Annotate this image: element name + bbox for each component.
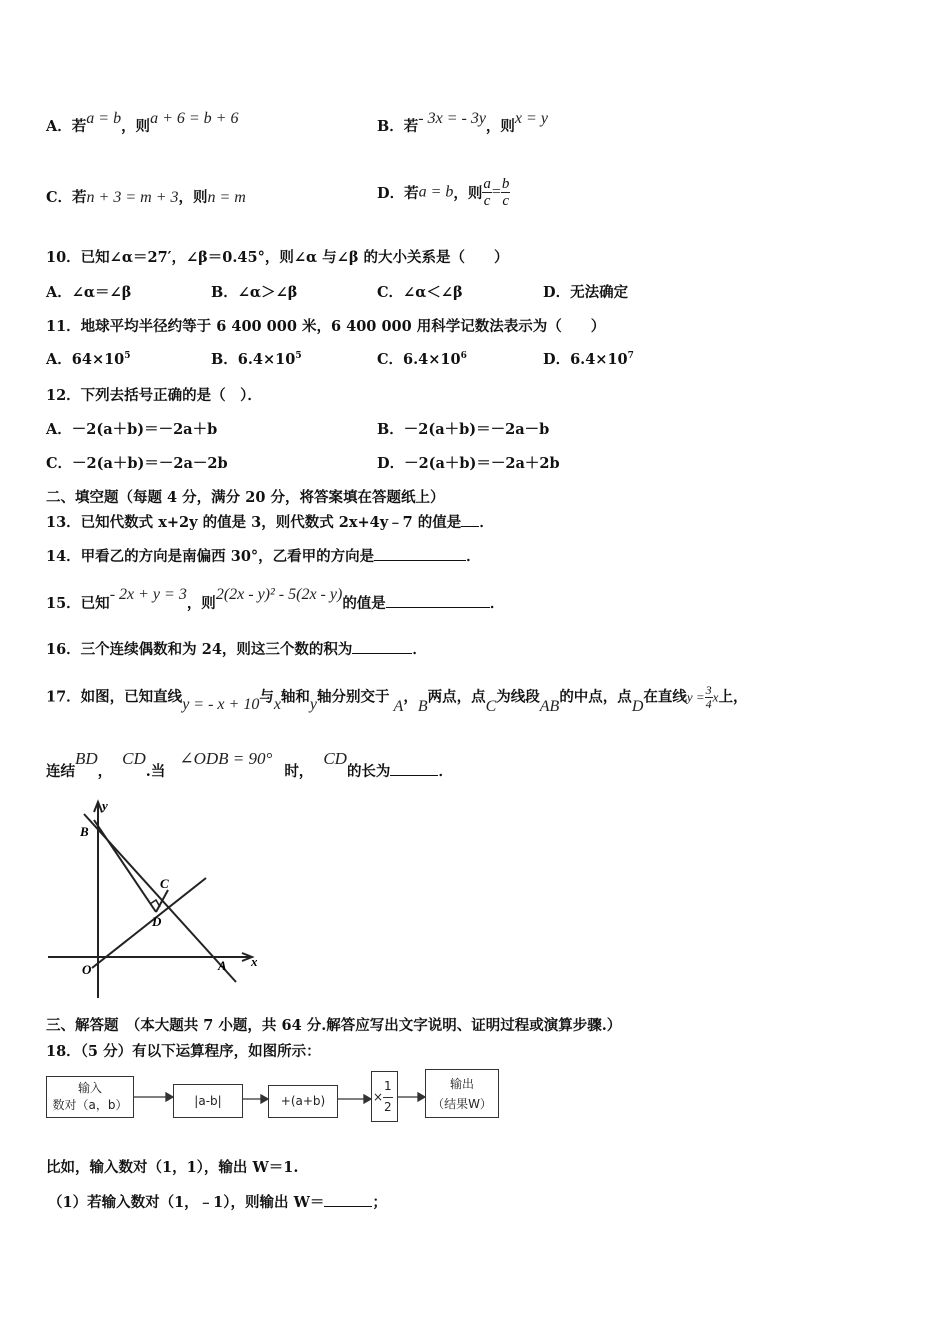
- q18-stem: 18．（5 分）有以下运算程序，如图所示：: [46, 1043, 321, 1060]
- flow-abs-box: |a-b|: [173, 1084, 243, 1118]
- section-2-heading: 二、填空题（每题 4 分，满分 20 分，将答案填在答题纸上）: [46, 489, 445, 506]
- q17-stem: 17．如图，已知直线y = - x + 10与x轴和y轴分别交于A，B两点，点C为线段AB的中点，点D在直线y = $\frac{3}{4}$ x上，: [46, 683, 748, 715]
- q15-answer-blank[interactable]: [386, 593, 490, 608]
- q10-option-a: A．∠α＝∠β: [46, 284, 132, 301]
- q16: 16．三个连续偶数和为 24，则这三个数的积为 ．: [46, 641, 427, 658]
- q11-option-b: B．$6.4\times 10^5$: [211, 351, 302, 368]
- label-b: B: [80, 824, 89, 839]
- q12-option-c: C．－2(a＋b)＝－2a－2b: [46, 455, 228, 472]
- q11-option-a: A．$64\times 10^5$: [46, 351, 131, 368]
- flow-input-box: 输入 数对（a，b）: [46, 1076, 134, 1118]
- flow-arrows: [0, 1060, 520, 1130]
- q11-stem: 11．地球平均半径约等于 6 400 000 米，6 400 000 用科学记数法表示为（ ）: [46, 318, 606, 335]
- q13: 13．已知代数式 x+2y 的值是 3，则代数式 2x+4y﹣7 的值是 ．: [46, 514, 494, 531]
- q16-answer-blank[interactable]: [352, 639, 412, 654]
- fraction-three-quarters: $\frac{3}{4}$: [705, 683, 712, 711]
- flow-half-box: × 1 2: [371, 1071, 398, 1122]
- q14: 14．甲看乙的方向是南偏西 30°，乙看甲的方向是 ．: [46, 548, 481, 565]
- q17-question: 连结BD，CD.当∠ODB = 90°时，CD的长为 ．: [46, 749, 453, 780]
- q10-option-b: B．∠α＞∠β: [211, 284, 298, 301]
- q13-answer-blank[interactable]: [461, 512, 479, 527]
- segment-bd: [94, 820, 156, 912]
- q9-option-c: C．若n + 3 = m + 3，则n = m: [46, 189, 246, 206]
- arrow-icon: [418, 1093, 425, 1101]
- arrow-icon: [364, 1095, 371, 1103]
- fraction-a-over-c: $\frac{a}{c}$: [483, 176, 491, 209]
- label-d: D: [152, 914, 162, 929]
- q17-answer-blank[interactable]: [390, 761, 438, 776]
- label-a: A: [218, 958, 227, 973]
- q12-option-a: A．－2(a＋b)＝－2a＋b: [46, 421, 218, 438]
- q11-option-d: D．$6.4\times 10^7$: [543, 351, 634, 368]
- line-od: [92, 878, 206, 968]
- q18-example: 比如，输入数对（1，1），输出 W＝1.: [46, 1159, 299, 1176]
- flow-add-box: +(a+b): [268, 1085, 338, 1118]
- flow-output-box: 输出 （结果W）: [425, 1069, 499, 1118]
- q18-sub1: （1）若输入数对（1，﹣1），则输出 W＝ ；: [48, 1194, 387, 1211]
- section-3-heading: 三、解答题 （本大题共 7 小题，共 64 分.解答应写出文字说明、证明过程或演算步骤.）: [46, 1017, 622, 1034]
- label-o: O: [82, 962, 92, 977]
- label-x: x: [251, 954, 258, 969]
- fraction-b-over-c: $\frac{b}{c}$: [501, 176, 510, 209]
- q10-stem: 10．已知∠α＝27′，∠β＝0.45°，则∠α 与∠β 的大小关系是（ ）: [46, 249, 509, 266]
- q15: 15．已知- 2x + y = 3，则2(2x - y)² - 5(2x - y)的值是 ．: [46, 586, 505, 612]
- q18-sub1-answer-blank[interactable]: [324, 1192, 372, 1207]
- q12-option-d: D．－2(a＋b)＝－2a＋2b: [377, 455, 560, 472]
- q14-answer-blank[interactable]: [374, 546, 466, 561]
- label-y: y: [102, 798, 108, 813]
- q10-option-c: C．∠α＜∠β: [377, 284, 463, 301]
- arrow-icon: [261, 1095, 268, 1103]
- label-c: C: [160, 876, 169, 891]
- q10-option-d: D．无法确定: [543, 284, 629, 301]
- q17-coordinate-figure: [44, 798, 264, 1003]
- arrow-icon: [166, 1093, 173, 1101]
- q9-option-d: D．若a = b，则 $\frac{a}{c}$ = $\frac{b}{c}$: [377, 176, 510, 209]
- q11-option-c: C．$6.4\times 10^6$: [377, 351, 467, 368]
- q9-option-a: A．若a = b，则a + 6 = b + 6: [46, 110, 239, 135]
- q9-option-b: B．若- 3x = - 3y，则x = y: [377, 110, 548, 135]
- q12-option-b: B．－2(a＋b)＝－2a－b: [377, 421, 550, 438]
- q12-stem: 12．下列去括号正确的是（ ）．: [46, 387, 262, 404]
